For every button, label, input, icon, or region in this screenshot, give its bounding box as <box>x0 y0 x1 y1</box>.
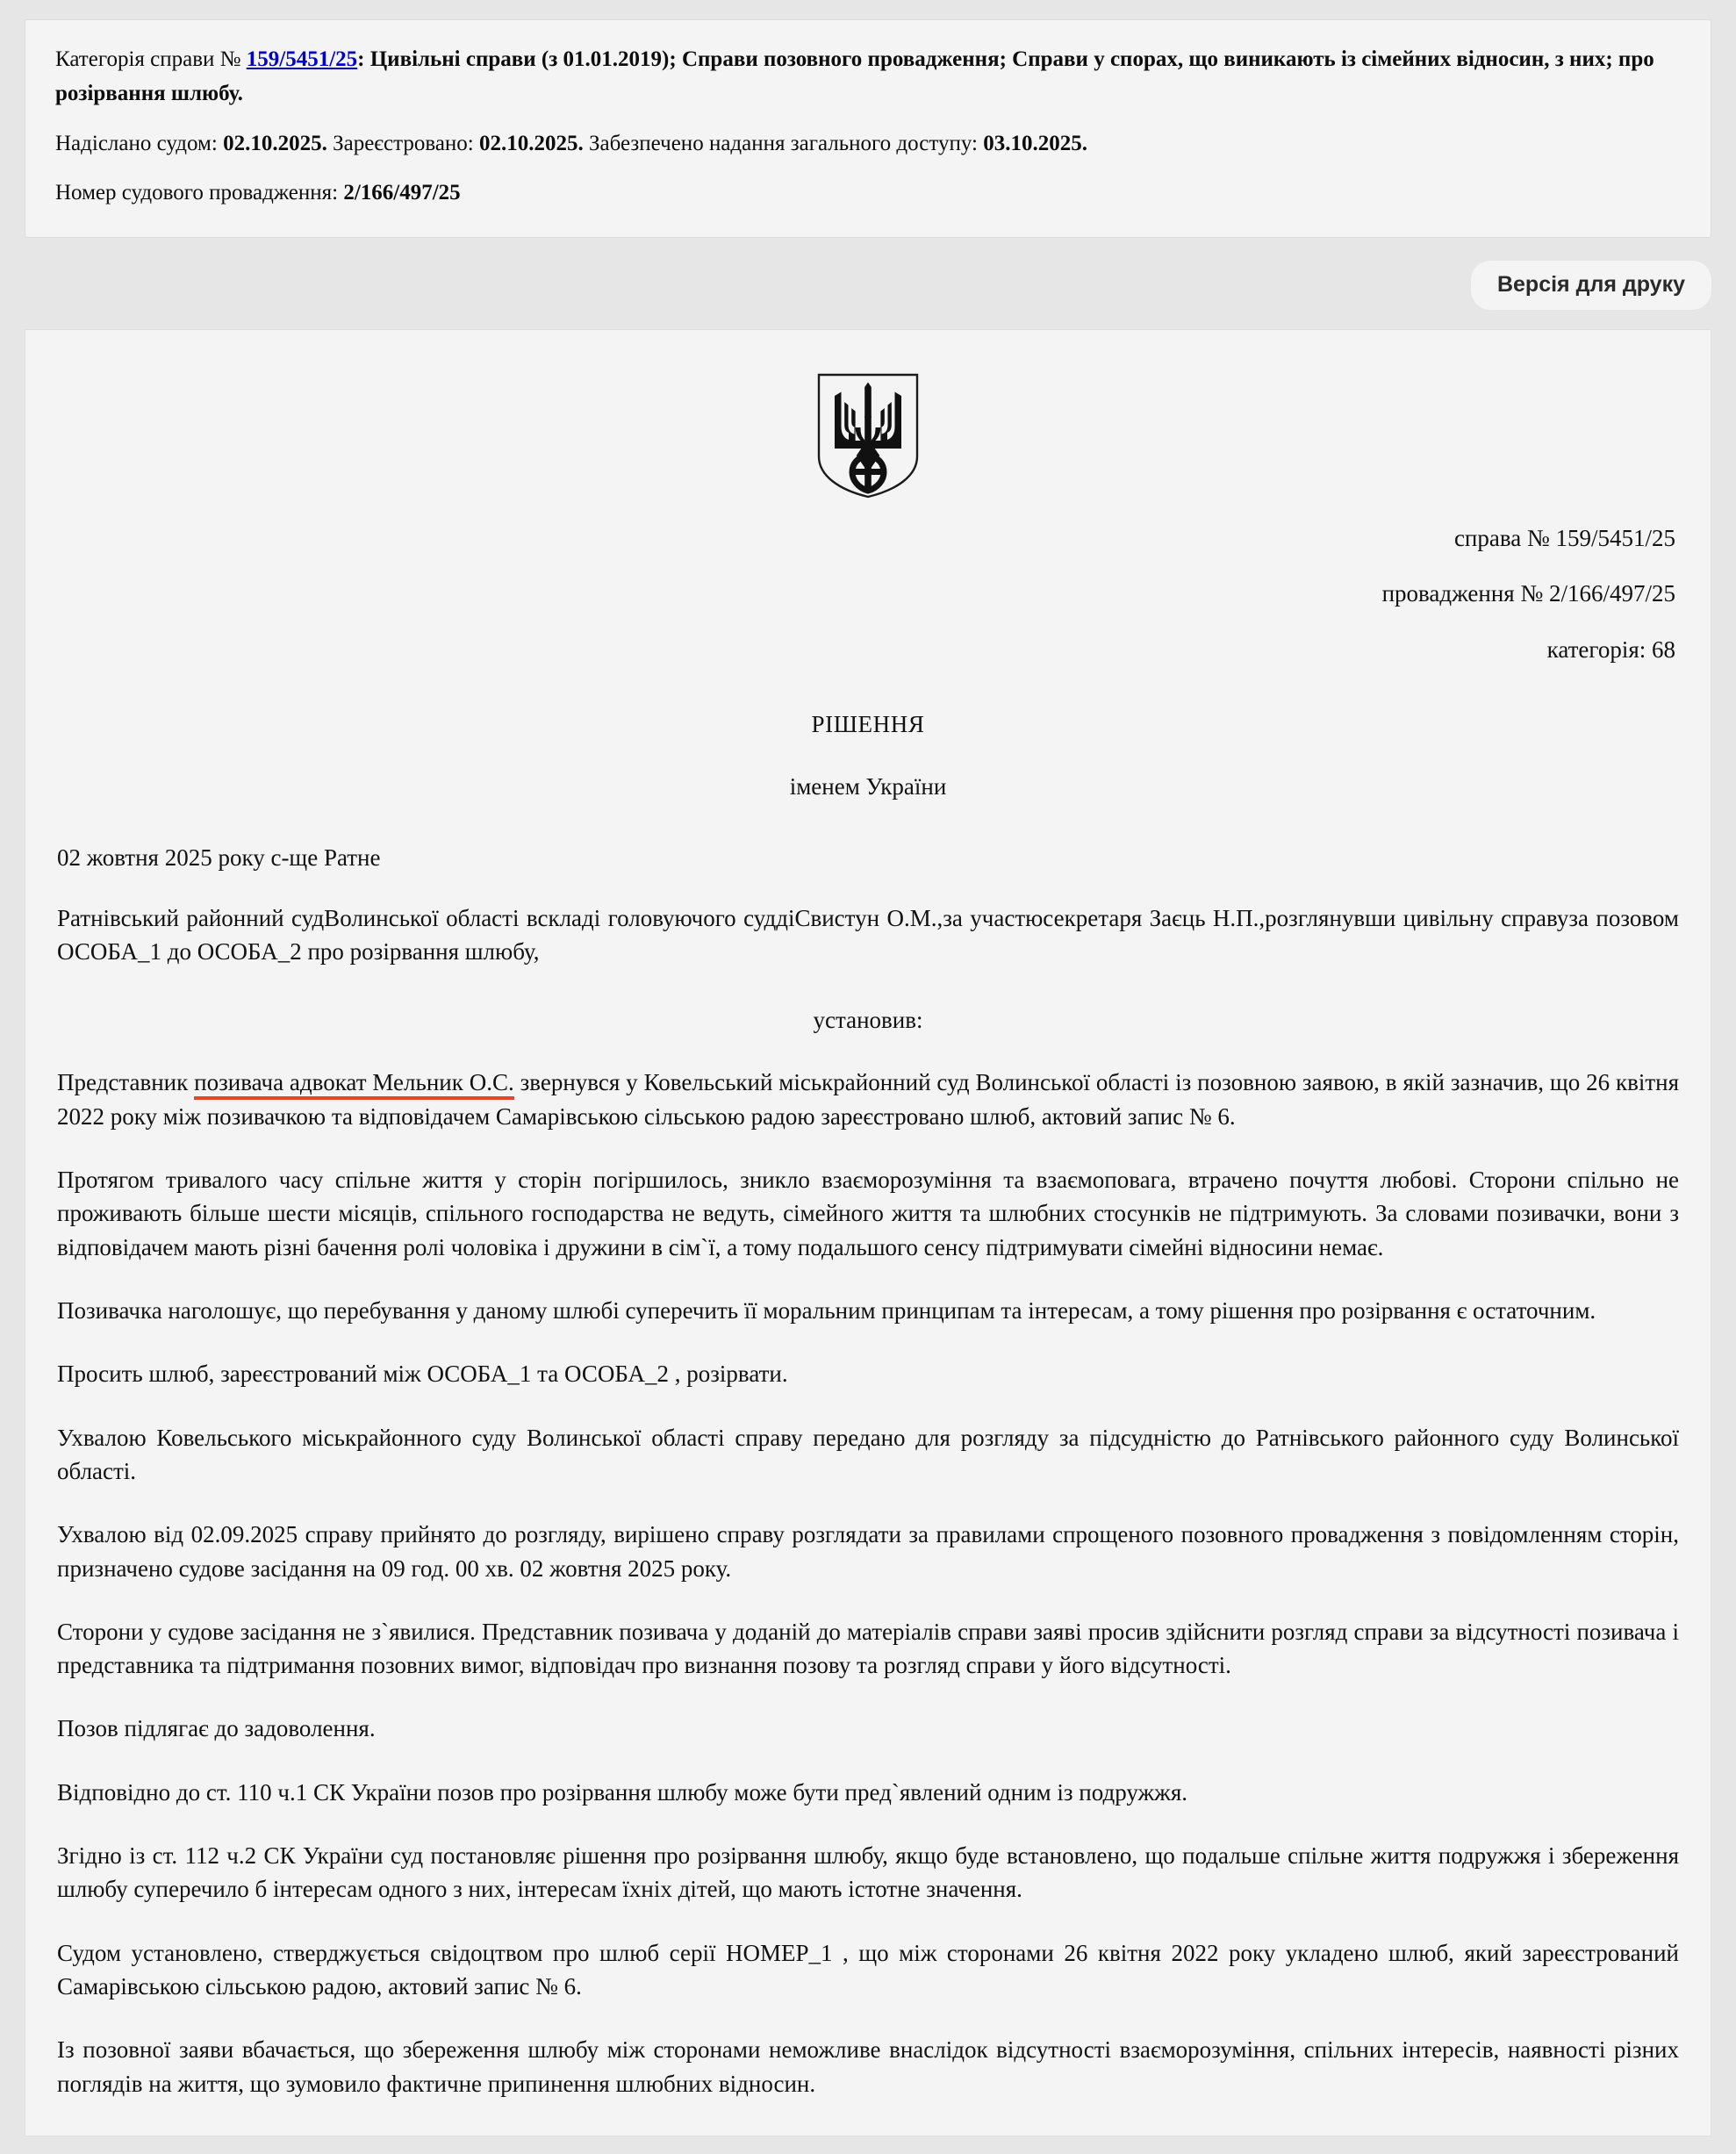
paragraph-plaintiff-statement: Позивачка наголошує, що перебування у даному шлюбі суперечить її моральним принципам та інтересам, а тому рішення про розірвання є остаточним. <box>57 1296 1596 1324</box>
paragraph-parties-absent: Сторони у судове засідання не з`явилися. Представник позивача у доданій до матеріалів справи заяві просив здійснити розгляд справи за відсутності позивача і представника та підтримання позовних вимог, відповідач про визнання позову та розгляд справи у його відсутності. <box>57 1618 1679 1679</box>
public-access-label: Забезпечено надання загального доступу: <box>583 131 984 155</box>
proceeding-number-value: 2/166/497/25 <box>343 181 461 205</box>
date-and-place: 02 жовтня 2025 року с-ще Ратне <box>57 844 381 871</box>
paragraph-claim-filing <box>57 1066 1679 1133</box>
proceeding-number-label: Номер судового провадження: <box>55 181 344 205</box>
court-decision-document <box>25 329 1711 2137</box>
public-access-date: 03.10.2025. <box>983 131 1087 155</box>
par1-pre-text: Представник <box>57 1069 195 1096</box>
par1-post-text: звернувся у Ковельський міськрайонний суд Волинської області із позовною заявою, в якій зазначив, що 26 квітня 2022 року між позивачкою та відповідачем Самарівською сільською радою зареєстровано шлюб, актовий запис № 6. <box>57 1069 1679 1130</box>
proceeding-number-line <box>55 176 1681 211</box>
in-name-of-ukraine: іменем України <box>789 772 947 800</box>
paragraph-article-112: Згідно із ст. 112 ч.2 СК України суд постановляє рішення про розірвання шлюбу, якщо буде встановлено, що подальше спільне життя подружжя і збереження шлюбу суперечило б інтересам одного з них, інтересам їхніх дітей, що мають істотне значення. <box>57 1842 1679 1903</box>
print-version-button[interactable]: Версія для друку <box>1471 261 1711 310</box>
court-composition-paragraph: Ратнівський районний судВолинської області вскладі головуючого суддіСвистун О.М.,за участюсекретаря Заєць Н.П.,розглянувши цивільну справуза позовом ОСОБА_1 до ОСОБА_2 про розірвання шлюбу, <box>57 904 1679 965</box>
registered-date: 02.10.2025. <box>479 131 584 155</box>
established-heading: установив: <box>813 1007 923 1034</box>
sent-date: 02.10.2025. <box>223 131 327 155</box>
paragraph-request-dissolution: Просить шлюб, зареєстрований між ОСОБА_1 та ОСОБА_2 , розірвати. <box>57 1361 788 1388</box>
paragraph-claim-granted: Позов підлягає до задоволення. <box>57 1715 376 1742</box>
case-dates-line <box>55 127 1681 162</box>
paragraph-relationship-breakdown: Протягом тривалого часу спільне життя у сторін погіршилось, зникло взаєморозуміння та взаємоповага, втрачено почуття любові. Сторони спільно не проживають більше шести місяців, спільного господарства не ведуть, сімейного життя та шлюбних стосунків не підтримують. За словами позивачки, вони з відповідачем мають різні бачення ролі чоловіка і дружини в сім`ї, а тому подальшого сенсу підтримувати сімейні відносини немає. <box>57 1166 1679 1260</box>
paragraph-marriage-irretrievable: Із позовної заяви вбачається, що збереження шлюбу між сторонами неможливе внаслідок відсутності взаєморозуміння, спільних інтересів, наявності різних поглядів на життя, що зумовило фактичне припинення шлюбних відносин. <box>57 2036 1679 2097</box>
case-category-line <box>55 43 1681 111</box>
paragraph-hearing-scheduled: Ухвалою від 02.09.2025 справу прийнято до розгляду, вирішено справу розглядати за правилами спрощеного позовного провадження з повідомленням сторін, призначено судове засідання на 09 год. 00 хв. 02 жовтня 2025 року. <box>57 1521 1679 1582</box>
attorney-highlight: позивача адвокат Мельник О.С. <box>194 1069 514 1100</box>
case-number-link[interactable]: 159/5451/25 <box>246 47 358 71</box>
paragraph-article-110: Відповідно до ст. 110 ч.1 СК України позов про розірвання шлюбу може бути пред`явлений одним із подружжя. <box>57 1778 1187 1806</box>
registered-label: Зареєстровано: <box>326 131 479 155</box>
document-header-identifiers <box>57 526 1679 664</box>
ukraine-coat-of-arms-icon <box>816 372 920 499</box>
doc-case-number: справа № 159/5451/25 <box>1453 524 1675 551</box>
case-category-rest: : Цивільні справи (з 01.01.2019); Справи позовного провадження; Справи у спорах, що виникають із сімейних відносин, з них; про розірвання шлюбу. <box>55 47 1654 105</box>
decision-title: РІШЕННЯ <box>811 710 925 737</box>
document-toolbar <box>25 238 1711 329</box>
paragraph-jurisdiction-transfer: Ухвалою Ковельського міськрайонного суду Волинської області справу передано для розгляду за підсудністю до Ратнівського районного суду Волинської області. <box>57 1424 1679 1484</box>
sent-label: Надіслано судом: <box>55 131 224 155</box>
page-root <box>0 19 1736 2136</box>
paragraph-marriage-certificate: Судом установлено, стверджується свідоцтвом про шлюб серії НОМЕР_1 , що між сторонами 26 квітня 2022 року укладено шлюб, який зареєстрований Самарівською сільською радою, актовий запис № 6. <box>57 1939 1679 2000</box>
doc-proceeding-number: провадження № 2/166/497/25 <box>1381 580 1675 607</box>
case-meta-card <box>25 19 1711 238</box>
doc-category: категорія: 68 <box>1546 635 1675 663</box>
coat-of-arms-wrapper <box>57 360 1679 526</box>
case-category-prefix: Категорія справи № <box>55 47 247 71</box>
